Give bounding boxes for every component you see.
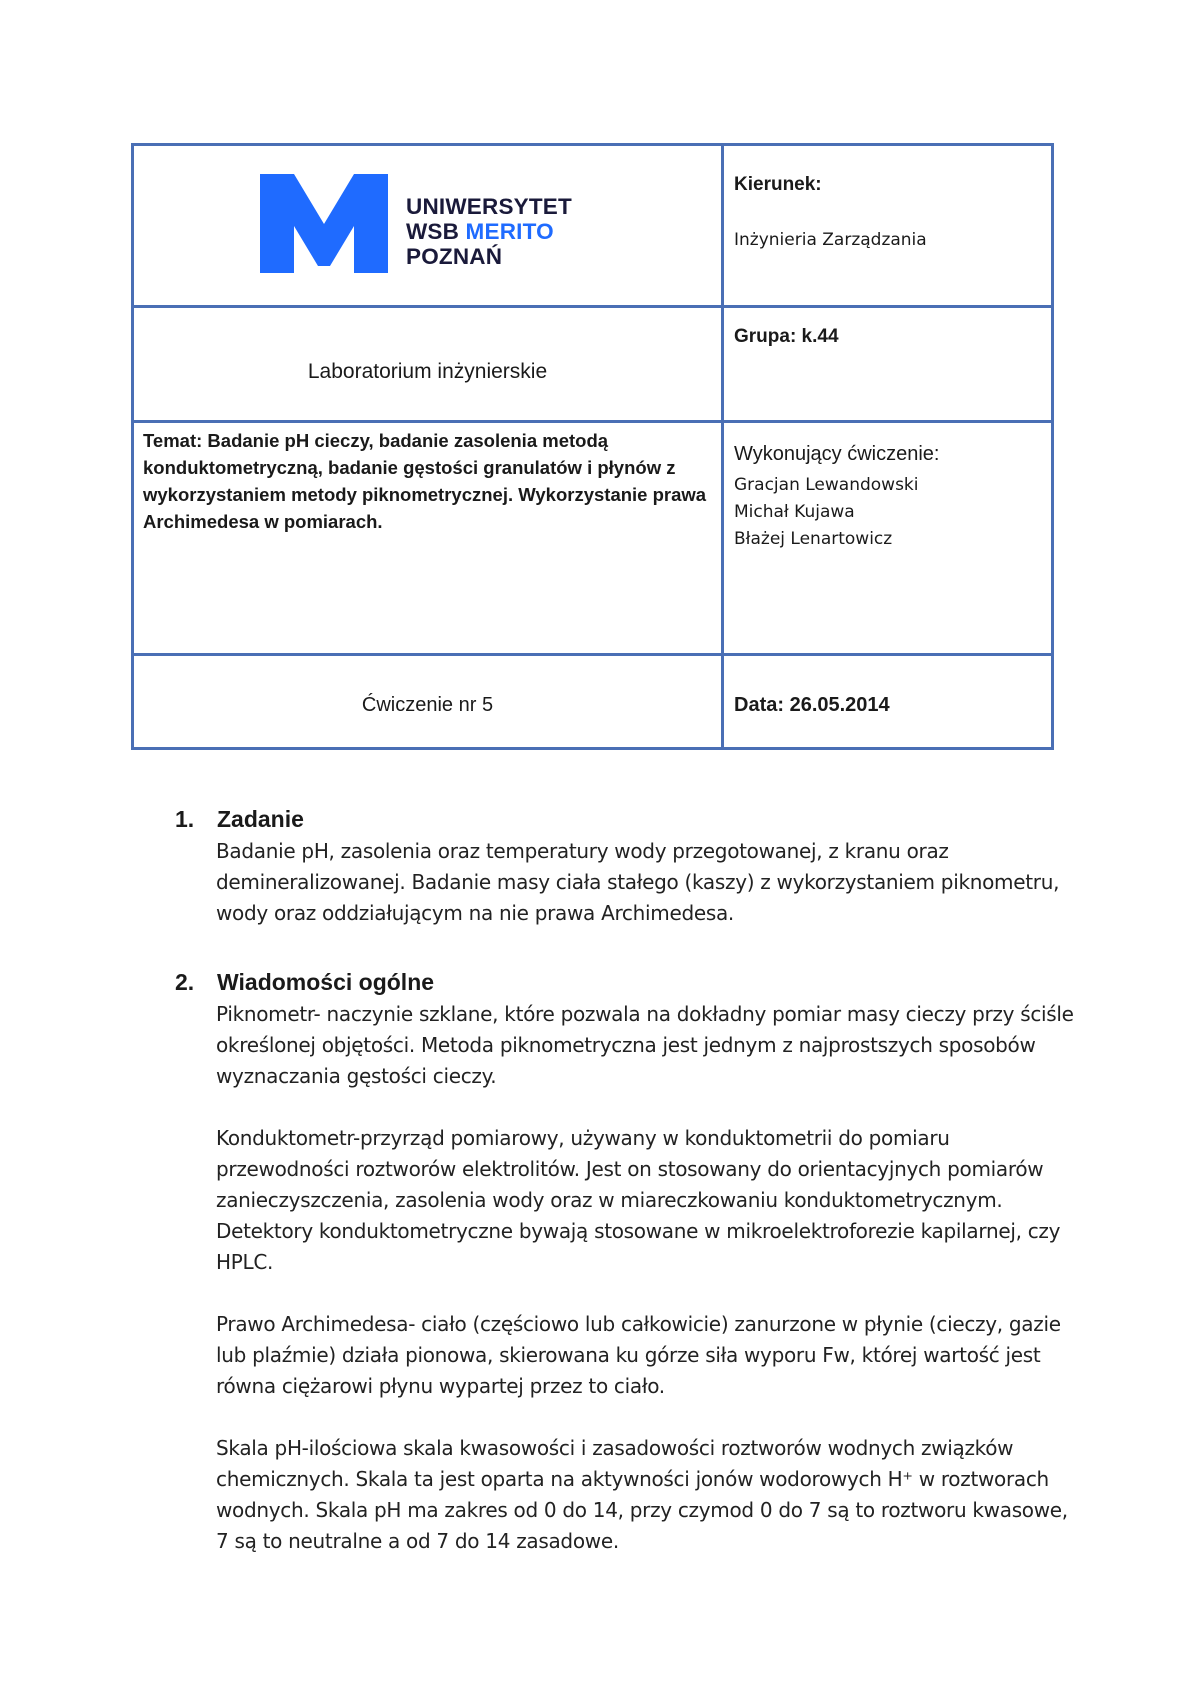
kierunek-label: Kierunek:: [734, 174, 822, 195]
paragraph: Piknometr- naczynie szklane, które pozwala na dokładny pomiar masy cieczy przy ściśle określonej objętości. Metoda piknometryczna jest jednym z najprostszych sposobów wyznaczania gęstości cieczy.: [216, 1002, 1074, 1088]
date-value: Data: 26.05.2014: [734, 694, 890, 716]
section-heading: [175, 806, 1075, 836]
logo-line-3: POZNAŃ: [406, 244, 503, 269]
section-number: 2.: [175, 969, 195, 995]
grupa-cell: [723, 307, 1053, 422]
temat-cell: [133, 422, 723, 655]
section-zadanie: [175, 806, 1075, 929]
paragraph: Konduktometr-przyrząd pomiarowy, używany w konduktometrii do pomiaru przewodności roztworów elektrolitów. Jest on stosowany do orientacyjnych pomiarów zanieczyszczenia, zasolenia wody oraz w miareczkowaniu konduktometrycznym. Detektory konduktometryczne bywają stosowane w mikroelektroforezie kapilarnej, czy HPLC.: [216, 1126, 1061, 1274]
kierunek-cell: [723, 145, 1053, 307]
section-body: [216, 836, 1075, 929]
cwiczenie-number: Ćwiczenie nr 5: [361, 694, 494, 716]
section-body: [216, 999, 1075, 1557]
author-name: Błażej Lenartowicz: [734, 529, 893, 549]
wykonujacy-cell: [723, 422, 1053, 655]
header-table: [131, 143, 1054, 750]
section-title: Zadanie: [217, 806, 304, 832]
section-heading: [175, 969, 1075, 999]
author-name: Gracjan Lewandowski: [734, 475, 919, 495]
logo-cell: [133, 145, 723, 307]
paragraph: Skala pH-ilościowa skala kwasowości i zasadowości roztworów wodnych związków chemicznych. Skala ta jest oparta na aktywności jonów wodorowych H⁺ w roztworach wodnych. Skala pH ma zakres od 0 do 14, przy czymod 0 do 7 są to roztworu kwasowe, 7 są to neutralne a od 7 do 14 zasadowe.: [216, 1436, 1068, 1553]
temat-text: Temat: Badanie pH cieczy, badanie zasolenia metodą konduktometryczną, badanie gęstości granulatów i płynów z wykorzystaniem metody piknometrycznej. Wykorzystanie prawa Archimedesa w pomiarach.: [143, 430, 707, 532]
cwiczenie-cell: [133, 655, 723, 749]
logo-line-2b: MERITO: [465, 219, 554, 244]
logo-wordmark: [406, 194, 572, 269]
logo-line-1: UNIWERSYTET: [406, 194, 572, 219]
lab-title-cell: [133, 307, 723, 422]
data-cell: [723, 655, 1053, 749]
section-title: Wiadomości ogólne: [217, 969, 435, 995]
wykonujacy-label: Wykonujący ćwiczenie:: [734, 443, 940, 465]
kierunek-value: Inżynieria Zarządzania: [734, 230, 927, 250]
university-logo: [260, 174, 600, 278]
section-number: 1.: [175, 806, 195, 832]
grupa-value: Grupa: k.44: [734, 326, 839, 347]
section-wiadomosci: [175, 969, 1075, 1557]
author-name: Michał Kujawa: [734, 502, 855, 522]
author-list: [734, 472, 919, 553]
logo-line-2a: WSB: [406, 219, 466, 244]
paragraph: Badanie pH, zasolenia oraz temperatury wody przegotowanej, z kranu oraz demineralizowanej. Badanie masy ciała stałego (kaszy) z wykorzystaniem piknometru, wody oraz oddziałującym na nie prawa Archimedesa.: [216, 839, 1060, 925]
logo-m-icon: [260, 174, 388, 273]
lab-title: Laboratorium inżynierskie: [307, 360, 548, 383]
paragraph: Prawo Archimedesa- ciało (częściowo lub całkowicie) zanurzone w płynie (cieczy, gazie lub plaźmie) działa pionowa, skierowana ku górze siła wyporu Fw, której wartość jest równa ciężarowi płynu wypartej przez to ciało.: [216, 1312, 1061, 1398]
